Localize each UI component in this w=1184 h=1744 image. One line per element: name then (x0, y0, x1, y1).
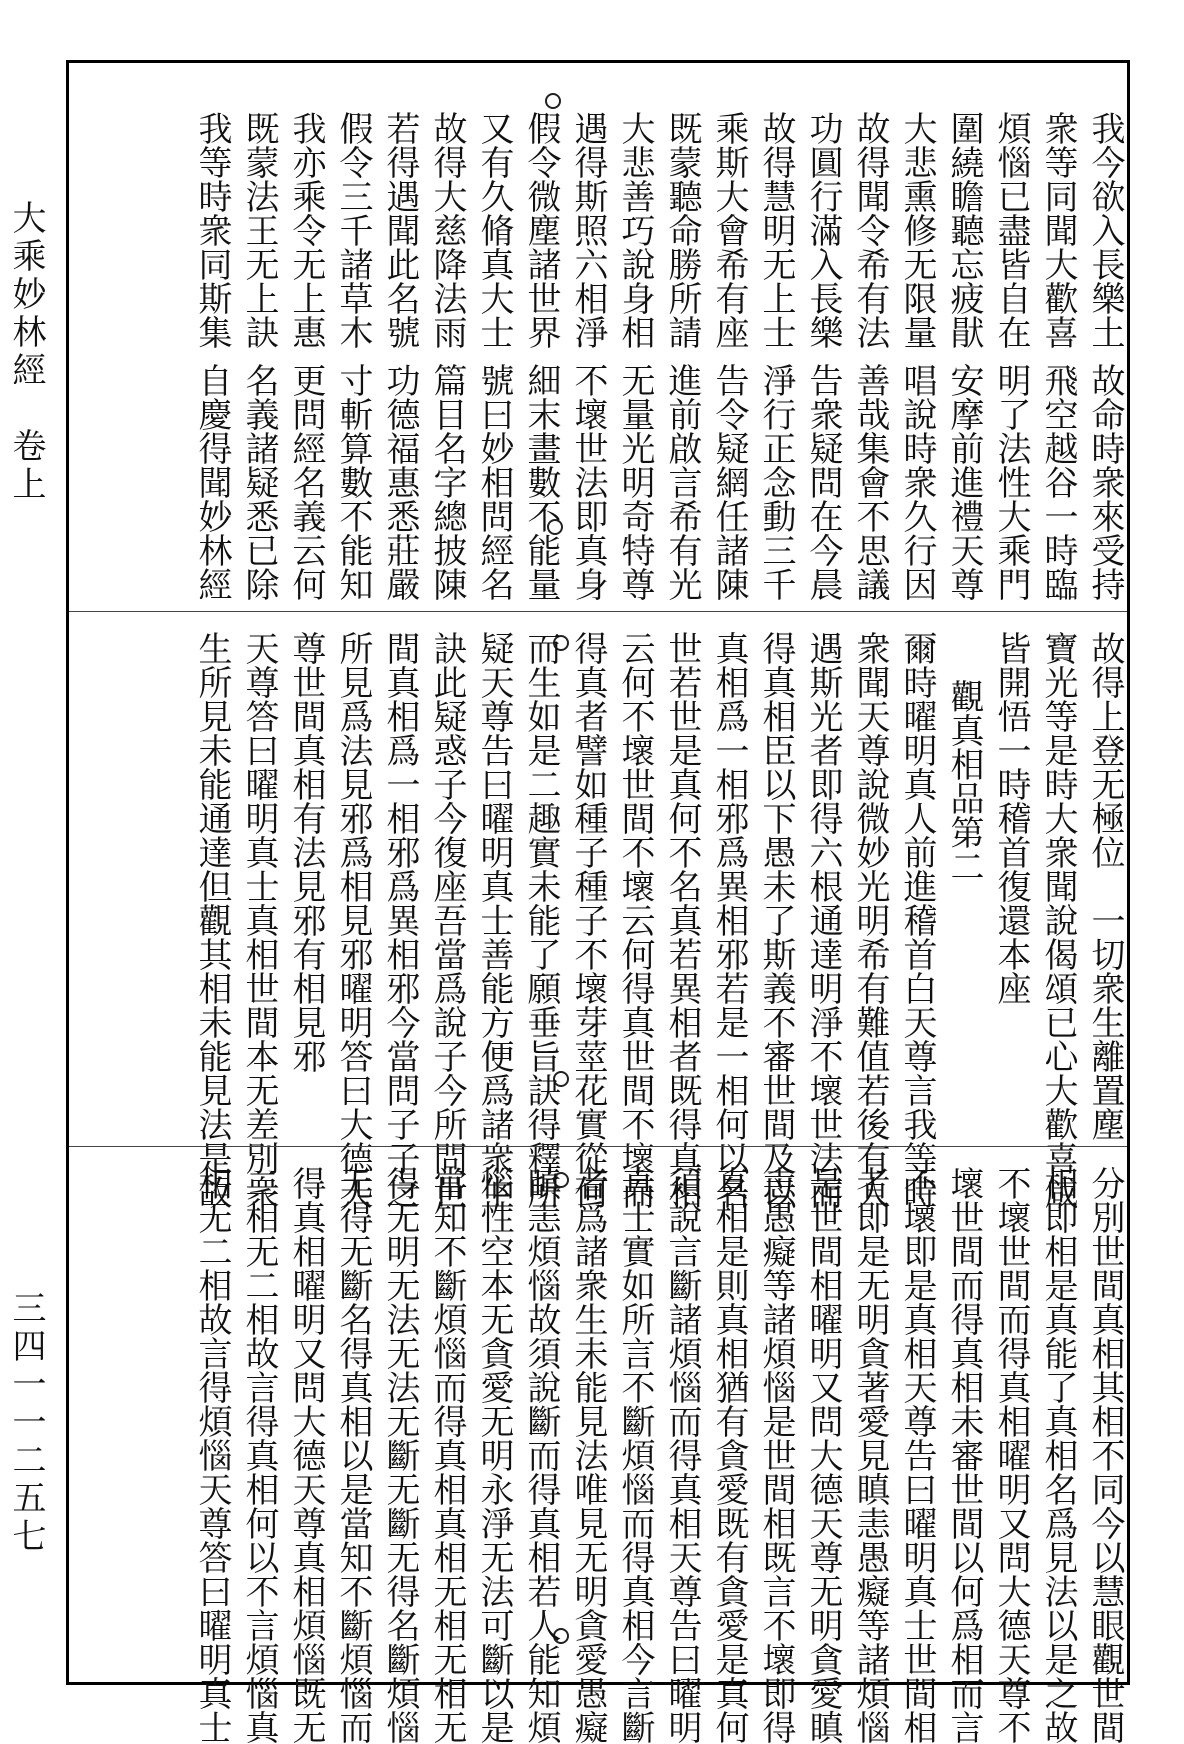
text-column: 遇斯光者即得六根通達明淨不壞世法而 (803, 631, 843, 1209)
text-column: 所見爲法見邪爲相見邪曜明答曰大德天 (333, 631, 373, 1209)
verse-column: 明了法性大乘門 (991, 363, 1031, 601)
text-column: 者爲諸衆生未能見法唯見无明貪愛愚癡 (568, 1166, 608, 1744)
verse-column: 大悲善巧說身相 (615, 111, 655, 349)
verse-column: 遇得斯照六相淨 (568, 111, 608, 349)
verse-column: 乘斯大會希有座 (709, 111, 749, 349)
text-column: 世若世是真何不名真若異相者既得真相 (662, 631, 702, 1209)
text-column: 相无二相故言得煩惱天尊答曰曜明真士 (192, 1166, 232, 1744)
verse-column: 告令疑網任諸陳 (709, 363, 749, 601)
verse-column: 故得大慈降法雨 (427, 111, 467, 349)
text-column: 恚愚癡等諸煩惱是世間相既言不壞即得 (756, 1166, 796, 1744)
register-prose-2 (69, 1146, 1127, 1744)
text-column: 相即相是真能了真相名爲見法以是之故 (1038, 1166, 1078, 1744)
margin-page-number: 三四一一二五七 (6, 1290, 46, 1556)
verse-column: 淨行正念動三千 (756, 363, 796, 601)
text-column: 是世間相曜明又問大德天尊无明貪愛瞋 (803, 1166, 843, 1744)
register-verse (69, 63, 1127, 611)
text-column: 衆聞天尊說微妙光明希有難值若後有人 (850, 631, 890, 1209)
verse-column: 更問經名義云何 (286, 363, 326, 601)
text-column: 爾時曜明真人前進稽首白天尊言我等時 (897, 631, 937, 1209)
text-column: 不壞世間而得真相曜明又問大德天尊不 (991, 1166, 1031, 1744)
verse-column: 圍繞瞻聽忘疲猒 (944, 111, 984, 349)
verse-column: 告衆疑問在今晨 (803, 363, 843, 601)
verse-column: 假令三千諸草木 (333, 111, 373, 349)
text-column: 當知不斷煩惱而得真相真相无相无相无 (427, 1166, 467, 1744)
verse-column: 善哉集會不思議 (850, 363, 890, 601)
verse-column: 假令微塵諸世界 (521, 111, 561, 349)
verse-column: 既蒙法王无上訣 (239, 111, 279, 349)
text-column: 皆開悟一時稽首復還本座 (991, 631, 1031, 1005)
verse-column: 篇目名字總披陳 (427, 363, 467, 601)
text-column: 得无明无法无法无斷无斷无得名斷煩惱 (380, 1166, 420, 1744)
verse-column: 故得聞令希有法 (850, 111, 890, 349)
verse-column: 衆等同聞大歡喜 (1038, 111, 1078, 349)
text-column: 真相爲一相邪爲異相邪若是一相何以名 (709, 631, 749, 1209)
verse-column: 寸斬算數不能知 (333, 363, 373, 601)
chapter-heading: 觀真相品第二 (944, 679, 984, 883)
verse-column: 故得慧明无上士 (756, 111, 796, 349)
text-column: 天尊答曰曜明真士真相世間本无差別衆 (239, 631, 279, 1209)
text-column: 而生如是二趣實未能了願垂旨訣得釋所 (521, 631, 561, 1209)
text-column: 者即是无明貪著愛見瞋恚愚癡等諸煩惱 (850, 1166, 890, 1744)
text-column: 寶光等是時大衆聞說偈頌已心大歡喜咸 (1038, 631, 1078, 1209)
text-column: 真士實如所言不斷煩惱而得真相今言斷 (615, 1166, 655, 1744)
verse-column: 大悲熏修无限量 (897, 111, 937, 349)
text-column: 壞世間而得真相未審世間以何爲相而言 (944, 1166, 984, 1744)
verse-column: 功德福惠悉莊嚴 (380, 363, 420, 601)
text-column: 得真者譬如種子種子不壞芽莖花實從何 (568, 631, 608, 1209)
text-column: 二相无二相故言得真相何以不言煩惱真 (239, 1166, 279, 1744)
verse-column: 又有久脩真大士 (474, 111, 514, 349)
text-column: 惱性空本无貪愛无明永淨无法可斷以是 (474, 1166, 514, 1744)
punctuation-circle (545, 93, 561, 109)
text-column: 无得无斷名得真相以是當知不斷煩惱而 (333, 1166, 373, 1744)
verse-column: 安摩前進禮天尊 (944, 363, 984, 601)
verse-column: 細末畫數不能量 (521, 363, 561, 601)
text-column: 生所見未能通達但觀其相未能見法是故 (192, 631, 232, 1209)
register-prose-1 (69, 611, 1127, 1209)
text-column: 尊世間真相有法見邪有相見邪 (286, 631, 326, 1073)
text-column: 瞋恚煩惱故須說斷而得真相若人能知煩 (521, 1166, 561, 1744)
verse-column: 我今欲入長樂土 (1085, 111, 1125, 349)
verse-column: 功圓行滿入長樂 (803, 111, 843, 349)
verse-column: 飛空越谷一時臨 (1038, 363, 1078, 601)
text-column: 得真相曜明又問大德天尊真相煩惱既无 (286, 1166, 326, 1744)
verse-column: 號曰妙相問經名 (474, 363, 514, 601)
text-column: 得真相臣以下愚未了斯義不審世間及以 (756, 631, 796, 1209)
page-frame (66, 60, 1130, 1744)
text-column: 須說言斷諸煩惱而得真相天尊告曰曜明 (662, 1166, 702, 1744)
text-column: 真相是則真相猶有貪愛既有貪愛是真何 (709, 1166, 749, 1744)
margin-sutra-title: 大乘妙林經 卷上 (6, 200, 46, 504)
verse-column: 不壞世法即真身 (568, 363, 608, 601)
text-column: 間真相爲一相邪爲異相邪今當問子子之 (380, 631, 420, 1209)
text-column: 不壞即是真相天尊告曰曜明真士世間相 (897, 1166, 937, 1744)
verse-column: 名義諸疑悉已除 (239, 363, 279, 601)
verse-column: 煩惱已盡皆自在 (991, 111, 1031, 349)
text-column: 云何不壞世間不壞云何得真世間不壞而 (615, 631, 655, 1209)
verse-column: 无量光明奇特尊 (615, 363, 655, 601)
verse-column: 若得遇聞此名號 (380, 111, 420, 349)
text-column: 疑天尊告曰曜明真士善能方便爲諸衆生 (474, 631, 514, 1209)
verse-column: 唱說時衆久行因 (897, 363, 937, 601)
verse-column: 進前啟言希有光 (662, 363, 702, 601)
verse-column: 我等時衆同斯集 (192, 111, 232, 349)
text-column: 訣此疑惑子今復座吾當爲說子今所問世 (427, 631, 467, 1209)
verse-column: 自慶得聞妙林經 (192, 363, 232, 601)
verse-column: 故命時衆來受持 (1085, 363, 1125, 601)
verse-column: 既蒙聽命勝所請 (662, 111, 702, 349)
text-column: 故得上登无極位 一切衆生離置塵 (1085, 631, 1125, 1141)
verse-column: 我亦乘令无上惠 (286, 111, 326, 349)
text-column: 分別世間真相其相不同今以慧眼觀世間 (1085, 1166, 1125, 1744)
